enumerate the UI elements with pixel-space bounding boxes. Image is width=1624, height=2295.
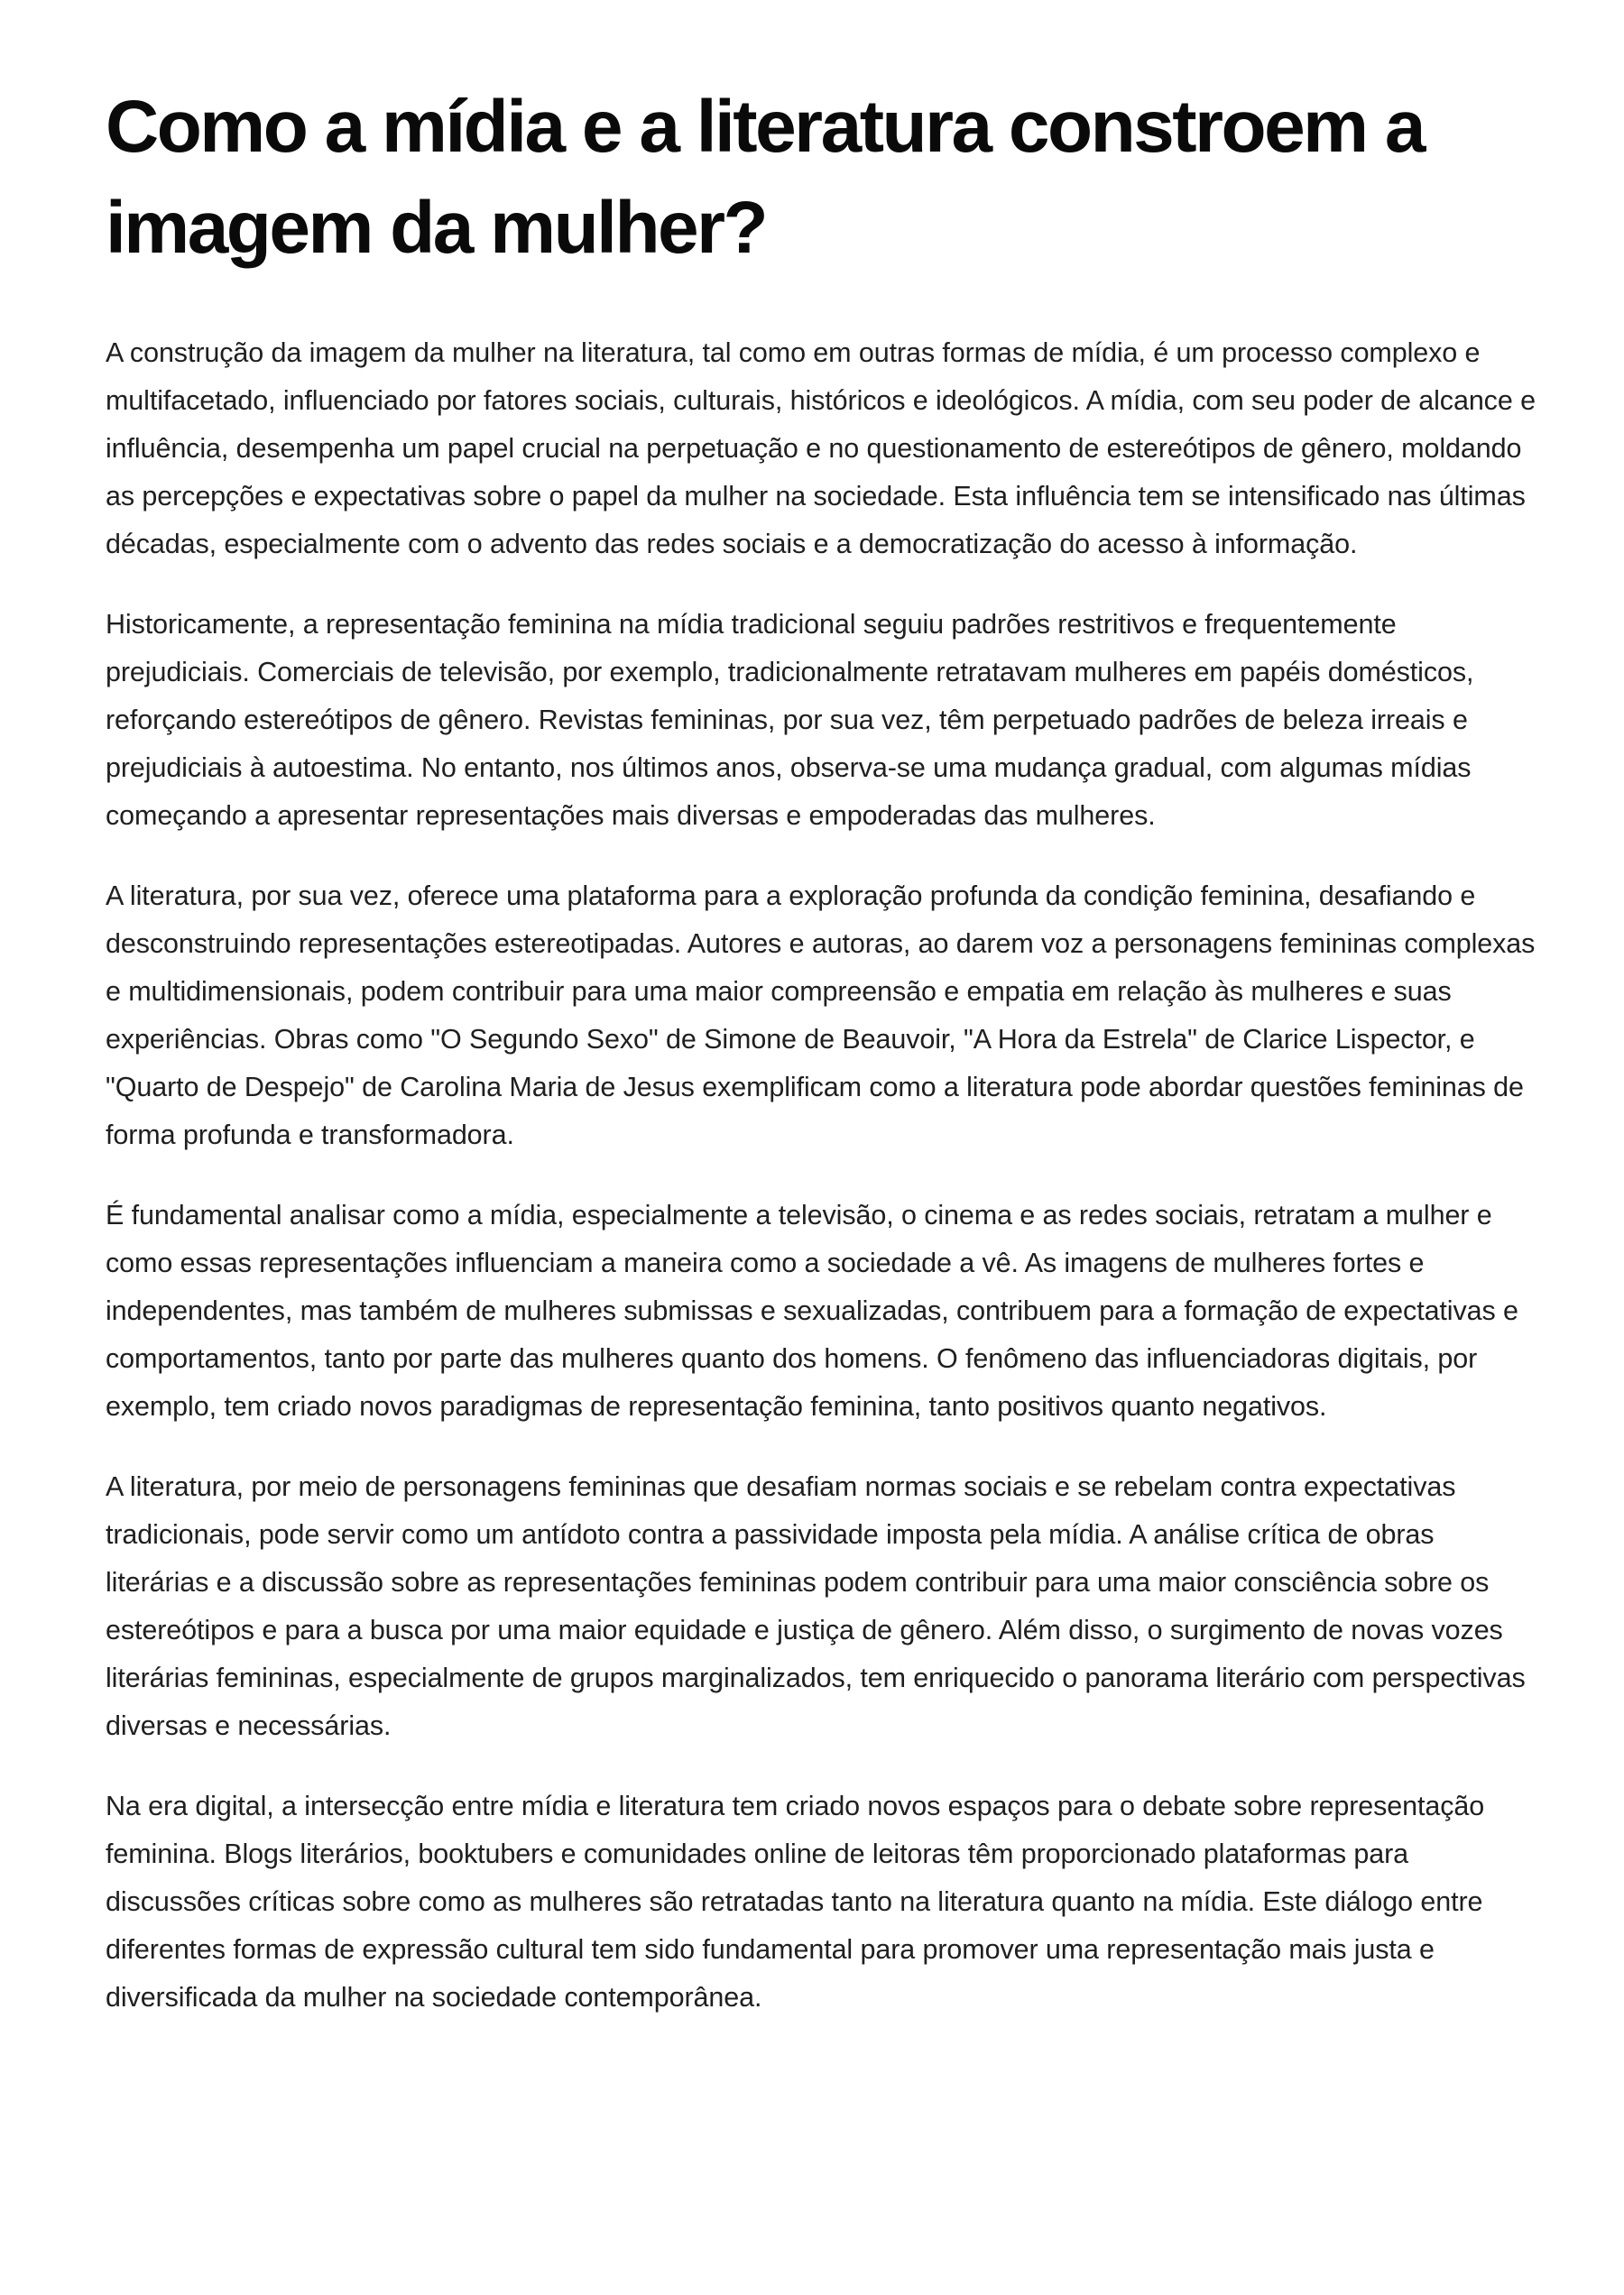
paragraph-5: A literatura, por meio de personagens femininas que desafiam normas sociais e se rebelam contra expectativas tradicionais, pode servir como um antídoto contra a passividade imposta pela mídia. A análise crítica de obras literárias e a discussão sobre as representações femininas podem contribuir para uma maior consciência sobre os estereótipos e para a busca por uma maior equidade e justiça de gênero. Além disso, o surgimento de novas vozes literárias femininas, especialmente de grupos marginalizados, tem enriquecido o panorama literário com perspectivas diversas e necessárias.	[106, 1471, 1526, 1741]
document-page	[106, 77, 1536, 2054]
paragraph-1: A construção da imagem da mulher na literatura, tal como em outras formas de mídia, é um processo complexo e multifacetado, influenciado por fatores sociais, culturais, históricos e ideológicos. A mídia, com seu poder de alcance e influência, desempenha um papel crucial na perpetuação e no questionamento de estereótipos de gênero, moldando as percepções e expectativas sobre o papel da mulher na sociedade. Esta influência tem se intensificado nas últimas décadas, especialmente com o advento das redes sociais e a democratização do acesso à informação.	[106, 337, 1536, 559]
page-title: Como a mídia e a literatura constroem a imagem da mulher?	[106, 86, 1424, 269]
paragraph-2: Historicamente, a representação feminina na mídia tradicional seguiu padrões restritivos e frequentemente prejudiciais. Comerciais de televisão, por exemplo, tradicionalmente retratavam mulheres em papéis domésticos, reforçando estereótipos de gênero. Revistas femininas, por sua vez, têm perpetuado padrões de beleza irreais e prejudiciais à autoestima. No entanto, nos últimos anos, observa-se uma mudança gradual, com algumas mídias começando a apresentar representações mais diversas e empoderadas das mulheres.	[106, 609, 1474, 831]
paragraph-6: Na era digital, a intersecção entre mídia e literatura tem criado novos espaços para o debate sobre representação feminina. Blogs literários, booktubers e comunidades online de leitoras têm proporcionado plataformas para discussões críticas sobre como as mulheres são retratadas tanto na literatura quanto na mídia. Este diálogo entre diferentes formas de expressão cultural tem sido fundamental para promover uma representação mais justa e diversificada da mulher na sociedade contemporânea.	[106, 1791, 1485, 2013]
paragraph-4: É fundamental analisar como a mídia, especialmente a televisão, o cinema e as redes sociais, retratam a mulher e como essas representações influenciam a maneira como a sociedade a vê. As imagens de mulheres fortes e independentes, mas também de mulheres submissas e sexualizadas, contribuem para a formação de expectativas e comportamentos, tanto por parte das mulheres quanto dos homens. O fenômeno das influenciadoras digitais, por exemplo, tem criado novos paradigmas de representação feminina, tanto positivos quanto negativos.	[106, 1200, 1518, 1422]
paragraph-3: A literatura, por sua vez, oferece uma plataforma para a exploração profunda da condição feminina, desafiando e desconstruindo representações estereotipadas. Autores e autoras, ao darem voz a personagens femininas complexas e multidimensionais, podem contribuir para uma maior compreensão e empatia em relação às mulheres e suas experiências. Obras como "O Segundo Sexo" de Simone de Beauvoir, "A Hora da Estrela" de Clarice Lispector, e "Quarto de Despejo" de Carolina Maria de Jesus exemplificam como a literatura pode abordar questões femininas de forma profunda e transformadora.	[106, 880, 1536, 1150]
article-body	[106, 329, 1536, 2022]
